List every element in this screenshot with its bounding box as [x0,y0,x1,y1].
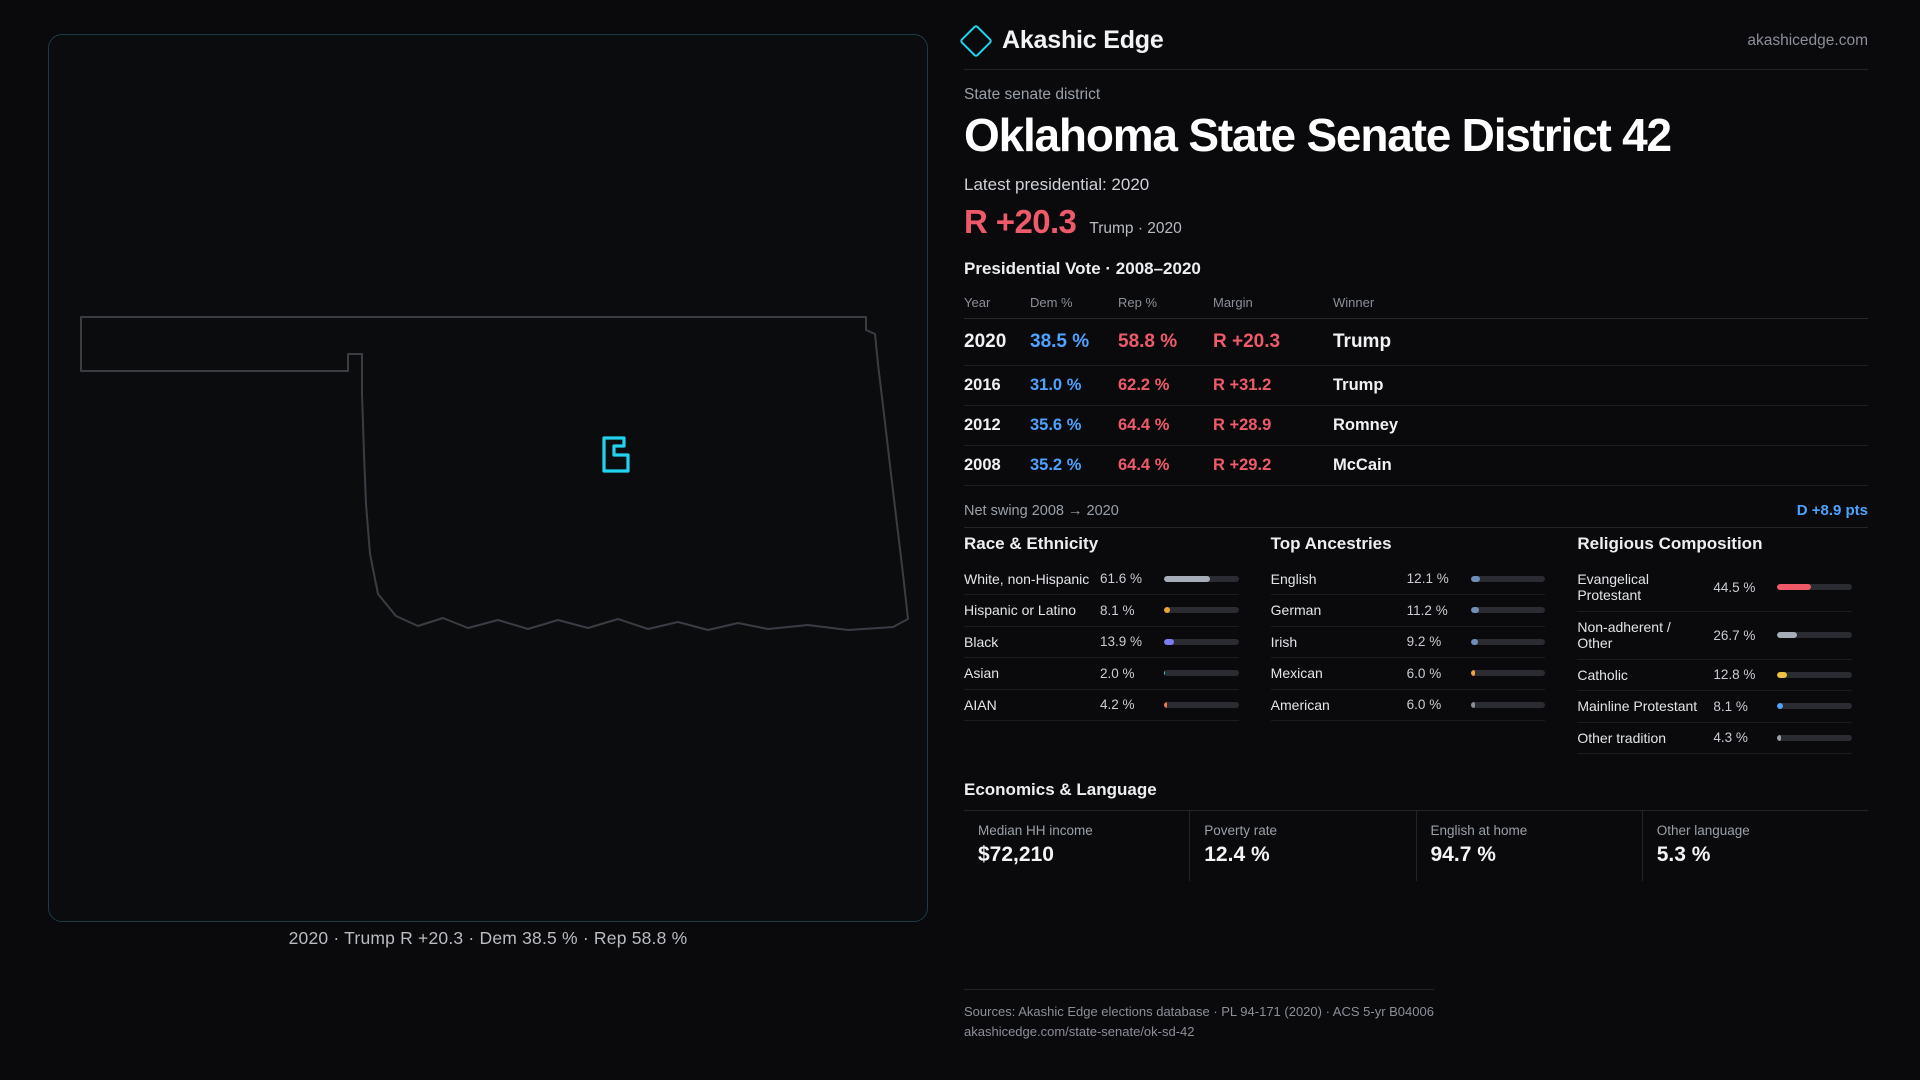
district-highlight[interactable] [604,438,628,471]
econ-key: Median HH income [978,823,1093,839]
bar-track [1164,639,1239,645]
cell-winner: McCain [1333,445,1868,485]
cell-rep: 62.2 % [1118,365,1213,405]
data-panel [952,0,1920,1080]
cell-year: 2008 [964,445,1030,485]
stat-value: 4.2 % [1100,697,1135,713]
list-item [964,627,1239,659]
state-map[interactable] [48,34,928,922]
bar-track [1164,607,1239,613]
bar-track [1471,607,1546,613]
stat-value: 6.0 % [1406,697,1442,713]
list-item [1271,690,1546,722]
bar-fill [1777,584,1810,590]
stat-value: 12.1 % [1406,571,1449,587]
stat-label: German [1270,602,1322,619]
econ-key: Other language [1656,823,1750,839]
table-row[interactable] [964,365,1868,405]
econ-key: Poverty rate [1204,823,1278,839]
stat-value: 8.1 % [1713,698,1748,714]
stat-value: 8.1 % [1100,602,1135,618]
stat-label: Irish [1270,633,1298,650]
stat-value: 9.2 % [1406,634,1442,650]
headline-margin-value: R +20.3 [964,202,1077,240]
sources-permalink[interactable]: akashicedge.com/state-senate/ok-sd-42 [964,1023,1195,1039]
econ-key: English at home [1430,823,1528,839]
list-item [1577,612,1852,660]
stat-value: 11.2 % [1406,602,1448,618]
race-ethnicity-column [964,534,1255,755]
stat-value: 44.5 % [1713,579,1756,595]
state-outline [81,317,908,630]
stat-label: White, non-Hispanic [964,570,1090,587]
bar-track [1777,632,1852,638]
stat-value: 2.0 % [1100,665,1135,681]
bar-track [1164,576,1239,582]
brand-name: Akashic Edge [1002,26,1164,54]
eyebrow-label: State senate district [964,86,1101,103]
list-item [1271,564,1546,596]
bar-fill [1164,639,1174,645]
econ-cell-median-income [964,811,1190,881]
race-ethnicity-title: Race & Ethnicity [964,533,1099,553]
econ-value: 12.4 % [1204,843,1270,867]
bar-track [1471,670,1546,676]
list-item [964,658,1239,690]
cell-margin: R +20.3 [1213,318,1333,365]
list-item [1577,691,1852,723]
bar-fill [1471,670,1475,676]
table-row[interactable] [964,445,1868,485]
cell-dem: 31.0 % [1030,365,1118,405]
econ-value: $72,210 [978,843,1054,867]
stat-value: 61.6 % [1100,571,1143,587]
cell-rep: 64.4 % [1118,405,1213,445]
cell-dem: 35.6 % [1030,405,1118,445]
list-item [1271,627,1546,659]
stat-label: Mexican [1270,665,1323,682]
stat-label: Other tradition [1577,729,1667,746]
cell-margin: R +31.2 [1213,365,1333,405]
religious-composition-title: Religious Composition [1577,533,1763,553]
cell-year: 2016 [964,365,1030,405]
bar-fill [1164,576,1210,582]
top-ancestries-column [1255,534,1562,755]
brand-url[interactable]: akashicedge.com [1747,31,1868,49]
map-panel [0,0,940,1080]
cell-winner: Trump [1333,318,1868,365]
bar-track [1471,702,1546,708]
bar-fill [1164,702,1167,708]
col-rep: Rep % [1118,289,1213,319]
stat-label: American [1270,696,1330,713]
bar-fill [1777,632,1797,638]
stat-value: 12.8 % [1713,667,1756,683]
bar-track [1471,639,1546,645]
list-item [1271,595,1546,627]
stat-value: 4.3 % [1713,730,1748,746]
cell-dem: 35.2 % [1030,445,1118,485]
bar-track [1777,584,1852,590]
net-swing-value: D +8.9 pts [1796,501,1868,519]
col-winner: Winner [1333,289,1868,319]
demographics-columns [964,534,1868,755]
cell-dem: 38.5 % [1030,318,1118,365]
cell-year: 2012 [964,405,1030,445]
map-caption: 2020 · Trump R +20.3 · Dem 38.5 % · Rep 58.8 % [288,928,688,948]
bar-track [1777,735,1852,741]
bar-fill [1471,702,1475,708]
bar-fill [1164,607,1170,613]
swing-divider [964,527,1868,528]
page-title: Oklahoma State Senate District 42 [964,109,1671,161]
bar-fill [1471,607,1479,613]
list-item [1577,723,1852,755]
stat-label: Catholic [1577,666,1628,683]
diamond-logo-icon [959,24,993,58]
bar-fill [1164,670,1165,676]
bar-fill [1777,735,1780,741]
table-row[interactable] [964,318,1868,365]
bar-fill [1777,703,1783,709]
bar-fill [1471,639,1478,645]
col-dem: Dem % [1030,289,1118,319]
brand-bar [964,26,1868,69]
stat-label: Hispanic or Latino [964,602,1077,619]
table-header-row [964,289,1868,319]
stat-value: 13.9 % [1100,634,1143,650]
net-swing-label: Net swing 2008 → 2020 [964,502,1119,519]
economics-language-title: Economics & Language [964,780,1157,800]
cell-margin: R +29.2 [1213,445,1333,485]
stat-value: 26.7 % [1713,627,1756,643]
cell-margin: R +28.9 [1213,405,1333,445]
headline-margin [964,203,1868,241]
stat-label: Evangelical Protestant [1577,570,1649,604]
sources-block [964,989,1884,1042]
stat-label: English [1270,570,1317,587]
cell-rep: 64.4 % [1118,445,1213,485]
top-ancestries-title: Top Ancestries [1270,533,1392,553]
bar-track [1777,703,1852,709]
cell-rep: 58.8 % [1118,318,1213,365]
religious-composition-column [1561,534,1868,755]
presidential-vote-table [964,289,1868,486]
econ-cell-other-language [1643,811,1868,881]
stat-value: 6.0 % [1406,665,1442,681]
bar-track [1164,670,1239,676]
list-item [1577,660,1852,692]
col-margin: Margin [1213,289,1333,319]
economics-row [964,810,1868,881]
list-item [1577,564,1852,612]
cell-winner: Romney [1333,405,1868,445]
sources-line: Sources: Akashic Edge elections database · PL 94-171 (2020) · ACS 5-yr B04006 [964,1003,1434,1019]
stat-label: Mainline Protestant [1577,698,1698,715]
bar-fill [1471,576,1480,582]
econ-value: 5.3 % [1656,843,1711,867]
presidential-section-title: Presidential Vote · 2008–2020 [964,258,1201,278]
bar-track [1777,672,1852,678]
stat-label: AIAN [964,696,997,713]
latest-presidential-label: Latest presidential: 2020 [964,174,1150,194]
headline-margin-sub: Trump · 2020 [1089,219,1182,237]
econ-value: 94.7 % [1430,843,1496,867]
econ-cell-poverty-rate [1190,811,1416,881]
list-item [964,595,1239,627]
stat-label: Asian [964,665,1000,682]
list-item [1271,658,1546,690]
stat-label: Non-adherent / Other [1577,618,1671,652]
stat-label: Black [964,633,999,650]
header-divider [964,69,1868,70]
cell-winner: Trump [1333,365,1868,405]
sources-divider [964,989,1434,990]
net-swing-row [964,502,1868,527]
econ-cell-english-at-home [1417,811,1643,881]
bar-track [1164,702,1239,708]
bar-fill [1777,672,1787,678]
table-row[interactable] [964,405,1868,445]
cell-year: 2020 [964,318,1030,365]
list-item [964,564,1239,596]
col-year: Year [964,289,1030,319]
bar-track [1471,576,1546,582]
list-item [964,690,1239,722]
